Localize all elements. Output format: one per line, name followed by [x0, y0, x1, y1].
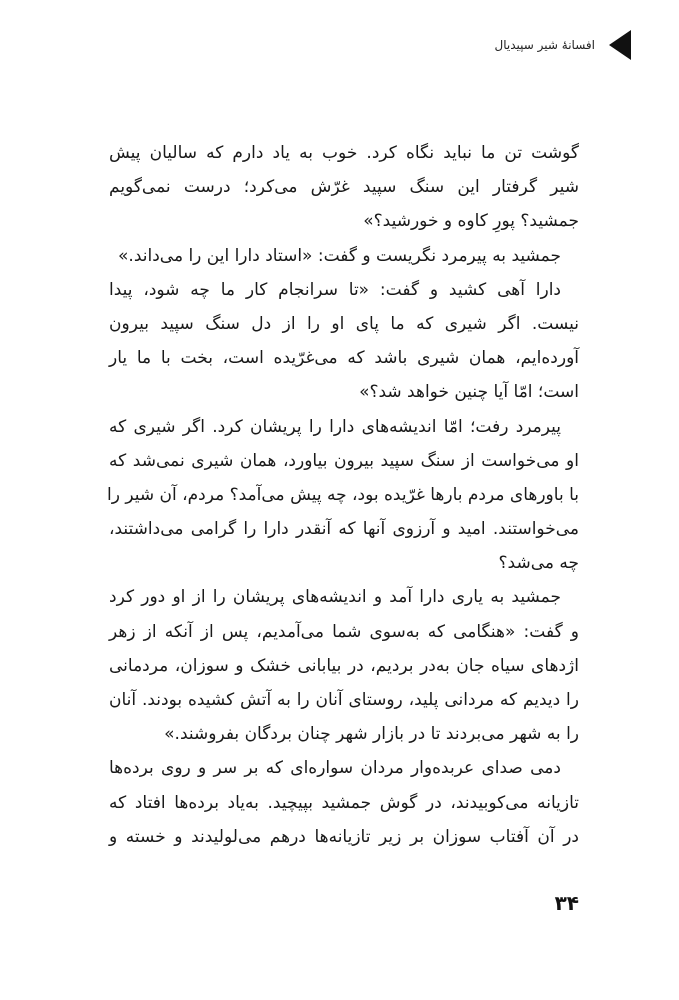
text-line: تازیانه می‌کوبیدند، در گوش جمشید بپیچید. به‌یاد برده‌ها افتاد که	[109, 792, 579, 813]
text-line: اژدهای سیاه جان به‌در بردیم، در بیابانی خشک و سوزان، مردمانی	[109, 655, 579, 676]
text-line: دارا آهی کشید و گفت: «تا سرانجام کار ما چه شود، پیدا	[109, 279, 561, 300]
text-line: با باورهای مردم بارها غرّیده بود، چه پیش می‌آمد؟ مردم، آن شیر را	[107, 484, 579, 505]
text-line: جمشید به یاری دارا آمد و اندیشه‌های پریشان را از او دور کرد	[109, 587, 561, 608]
page-number: ۳۴	[554, 891, 579, 915]
text-line: جمشید؟ پورِ کاوه و خورشید؟»	[363, 211, 579, 232]
text-line: و گفت: «هنگامی که به‌سوی شما می‌آمدیم، پس از آنکه از زهر	[109, 621, 579, 642]
text-line: را دیدیم که مردانی پلید، روستای آنان را به آتش کشیده بودند. آنان	[109, 690, 579, 710]
text-line: جمشید به پیرمرد نگریست و گفت: «استاد دارا این را می‌داند.»	[118, 245, 561, 266]
text-line: می‌خواستند. امید و آرزوی آنها که آنقدر دارا را گرامی می‌داشتند،	[109, 519, 579, 540]
triangle-marker-icon	[609, 30, 631, 60]
text-line: را به شهر می‌بردند تا در بازار شهر چنان بردگان بفروشند.»	[164, 724, 579, 745]
text-line: آورده‌ایم، همان شیری باشد که می‌غرّیده است، بخت با ما یار	[109, 348, 579, 369]
text-line: است؛ امّا آیا چنین خواهد شد؟»	[359, 382, 579, 403]
running-header	[495, 30, 631, 60]
text-line: او می‌خواست از سنگ سپید بیرون بیاورد، همان شیری نمی‌شد که	[109, 450, 579, 471]
running-header-title: افسانهٔ شیر سپیدیال	[494, 38, 595, 52]
text-line: شیر گرفتار این سنگ سپید غرّش می‌کرد؛ درست نمی‌گویم	[109, 177, 579, 198]
text-line: چه می‌شد؟	[498, 553, 579, 574]
body-text	[109, 136, 579, 854]
text-line: گوشت تن ما نباید نگاه کرد. خوب به یاد دارم که سالیان پیش	[109, 143, 579, 163]
text-line: در آن آفتاب سوزان بر زیر تازیانه‌ها درهم می‌لولیدند و خسته و	[109, 826, 579, 847]
text-line: دمی صدای عربده‌وار مردان سواره‌ای که بر سر و روی برده‌ها	[109, 758, 561, 779]
text-line: پیرمرد رفت؛ امّا اندیشه‌های دارا را پریشان کرد. اگر شیری که	[109, 416, 561, 437]
text-line: نیست. اگر شیری که ما پای او را از دل سنگ سپید بیرون	[109, 313, 579, 334]
